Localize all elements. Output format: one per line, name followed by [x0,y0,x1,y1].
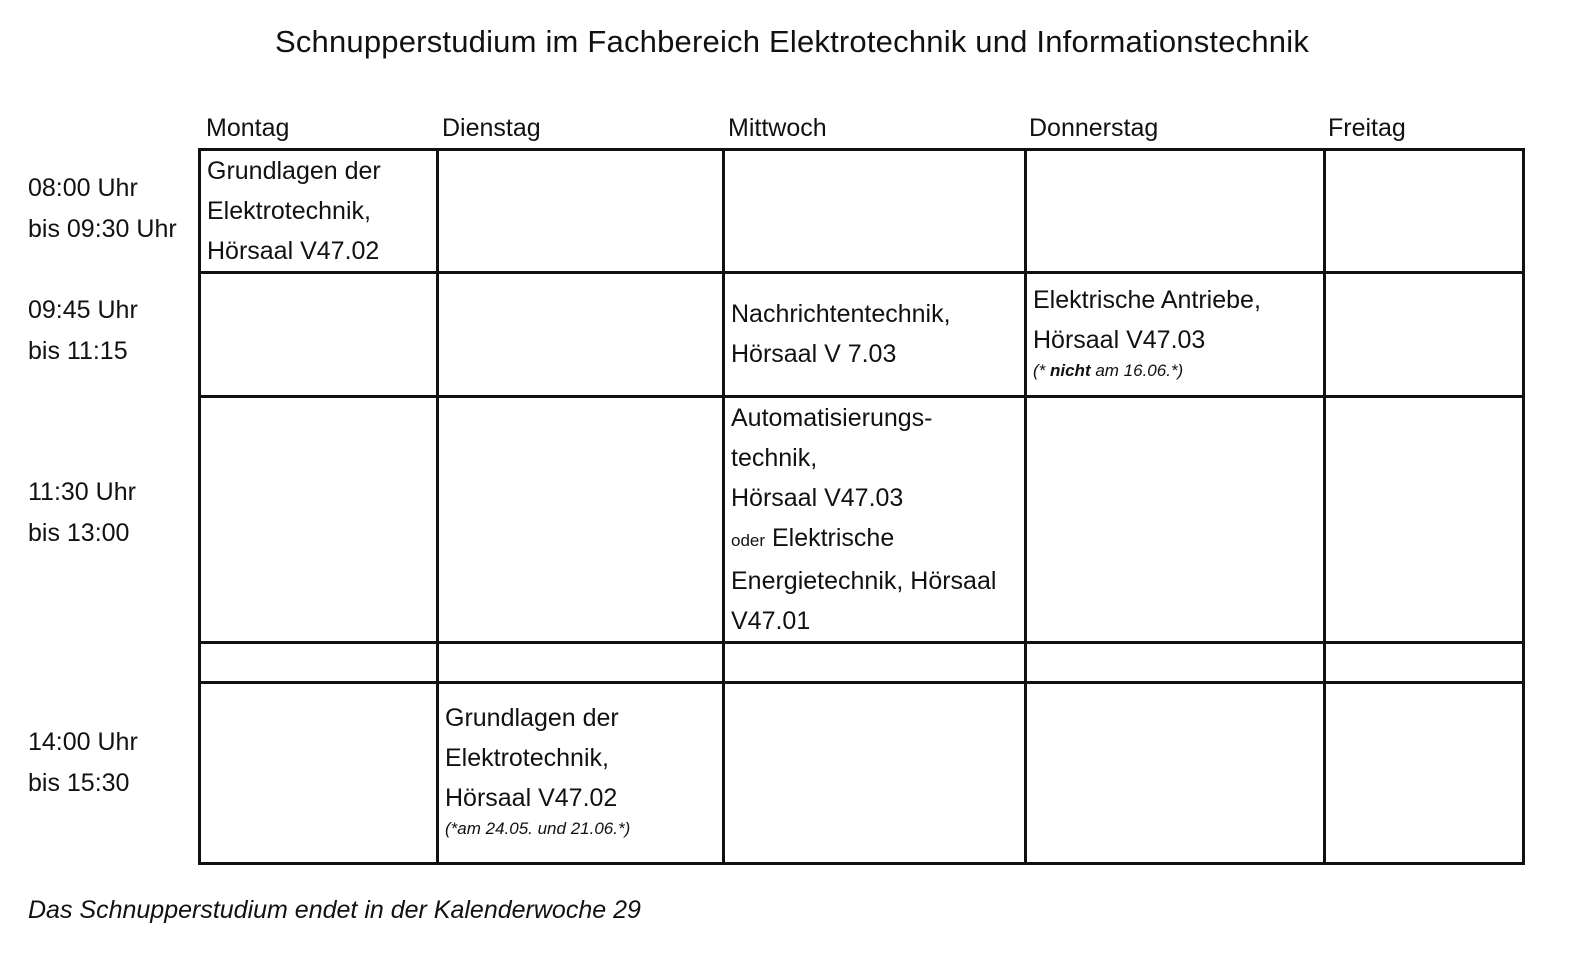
cell-fri-0945 [1325,273,1524,397]
time-slot-4 [28,722,138,804]
time-start: 11:30 Uhr [28,478,136,506]
date-note: (* nicht am 16.06.*) [1033,361,1184,380]
time-start: 08:00 Uhr [28,174,138,202]
time-slot-2 [28,290,138,372]
cell-wed-break [724,643,1026,683]
alternative-course: oder Elektrische [731,524,895,552]
course-name: Energietechnik, Hörsaal [731,567,997,595]
cell-mon-0945 [200,273,438,397]
course-room: Hörsaal V47.02 [445,784,618,812]
date-note: (*am 24.05. und 21.06.*) [445,819,631,838]
cell-wed-0800 [724,150,1026,273]
table-row [200,643,1524,683]
cell-thu-1130 [1026,397,1325,643]
course-name: Nachrichtentechnik, [731,300,951,328]
time-end: bis 09:30 Uhr [28,215,177,243]
footer-note: Das Schnupperstudium endet in der Kalenderwoche 29 [28,896,641,924]
cell-wed-0945 [724,273,1026,397]
day-header-dienstag: Dienstag [442,114,541,142]
time-start: 14:00 Uhr [28,728,138,756]
day-header-montag: Montag [206,114,290,142]
time-slot-1 [28,168,177,250]
cell-thu-1400 [1026,683,1325,864]
cell-mon-break [200,643,438,683]
cell-tue-1130 [438,397,724,643]
table-row [200,397,1524,643]
time-slot-3 [28,472,136,554]
table-row [200,683,1524,864]
course-room: Hörsaal V47.02 [207,237,380,265]
cell-mon-0800 [200,150,438,273]
cell-thu-break [1026,643,1325,683]
course-room: Hörsaal V47.03 [731,484,904,512]
cell-thu-0800 [1026,150,1325,273]
cell-thu-0945 [1026,273,1325,397]
cell-fri-break [1325,643,1524,683]
cell-fri-0800 [1325,150,1524,273]
cell-fri-1400 [1325,683,1524,864]
cell-wed-1130 [724,397,1026,643]
schedule-table [198,148,1525,865]
course-name: Grundlagen der [445,704,619,732]
table-row [200,150,1524,273]
course-name: Grundlagen der [207,157,381,185]
oder-label: oder [731,531,766,550]
course-name: Elektrotechnik, [207,197,371,225]
cell-tue-0945 [438,273,724,397]
time-end: bis 15:30 [28,769,130,797]
cell-wed-1400 [724,683,1026,864]
table-row [200,273,1524,397]
cell-tue-1400 [438,683,724,864]
day-header-mittwoch: Mittwoch [728,114,827,142]
cell-mon-1400 [200,683,438,864]
course-room: V47.01 [731,607,811,635]
cell-mon-1130 [200,397,438,643]
time-end: bis 13:00 [28,519,130,547]
day-header-donnerstag: Donnerstag [1029,114,1159,142]
page-title: Schnupperstudium im Fachbereich Elektrotechnik und Informationstechnik [274,24,1310,59]
course-room: Hörsaal V47.03 [1033,326,1206,354]
day-header-freitag: Freitag [1328,114,1406,142]
course-name: Elektrische Antriebe, [1033,286,1261,314]
time-start: 09:45 Uhr [28,296,138,324]
time-end: bis 11:15 [28,337,128,365]
course-name: Automatisierungs- [731,404,933,432]
course-name: Elektrotechnik, [445,744,609,772]
course-room: Hörsaal V 7.03 [731,340,897,368]
cell-tue-0800 [438,150,724,273]
cell-fri-1130 [1325,397,1524,643]
course-name: technik, [731,444,818,472]
cell-tue-break [438,643,724,683]
